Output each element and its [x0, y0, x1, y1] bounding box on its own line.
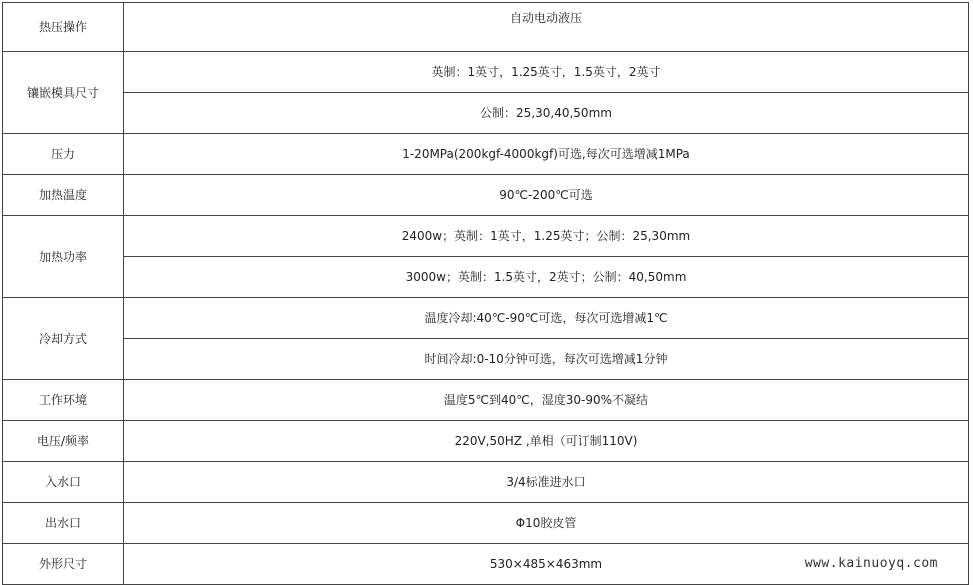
- row-label: 入水口: [3, 462, 124, 503]
- table-row: [3, 93, 969, 134]
- table-row: [3, 216, 969, 257]
- row-value: 220V,50HZ ,单相（可订制110V): [124, 421, 969, 462]
- row-value: 温度冷却:40℃-90℃可选，每次可选增减1℃: [124, 298, 969, 339]
- row-value: 温度5℃到40℃，湿度30-90%不凝结: [124, 380, 969, 421]
- table-row: [3, 503, 969, 544]
- row-value: 时间冷却:0-10分钟可选，每次可选增减1分钟: [124, 339, 969, 380]
- row-label: 加热温度: [3, 175, 124, 216]
- row-value: 2400w；英制：1英寸，1.25英寸；公制：25,30mm: [124, 216, 969, 257]
- table-row: [3, 134, 969, 175]
- row-value: 530×485×463mm: [124, 544, 969, 585]
- table-row: [3, 175, 969, 216]
- row-value: 公制：25,30,40,50mm: [124, 93, 969, 134]
- row-label: 热压操作: [3, 3, 124, 52]
- row-label: 工作环境: [3, 380, 124, 421]
- row-label: 出水口: [3, 503, 124, 544]
- row-label: 加热功率: [3, 216, 124, 298]
- table-row: [3, 298, 969, 339]
- row-label: 冷却方式: [3, 298, 124, 380]
- table-row: [3, 462, 969, 503]
- row-value: 90℃-200℃可选: [124, 175, 969, 216]
- row-value: 1-20MPa(200kgf-4000kgf)可选,每次可选增减1MPa: [124, 134, 969, 175]
- table-row: [3, 52, 969, 93]
- row-label: 电压/频率: [3, 421, 124, 462]
- row-value: 自动电动液压: [124, 3, 969, 52]
- row-label: 压力: [3, 134, 124, 175]
- row-value: 英制：1英寸，1.25英寸，1.5英寸，2英寸: [124, 52, 969, 93]
- row-value: 3000w；英制：1.5英寸，2英寸；公制：40,50mm: [124, 257, 969, 298]
- row-value: Φ10胶皮管: [124, 503, 969, 544]
- table-row: [3, 380, 969, 421]
- row-value: 3/4标准进水口: [124, 462, 969, 503]
- website-watermark: www.kainuoyq.com: [804, 556, 938, 571]
- table-row: [3, 339, 969, 380]
- table-row: [3, 257, 969, 298]
- row-label: 外形尺寸: [3, 544, 124, 585]
- spec-table: [2, 2, 969, 585]
- table-row: [3, 421, 969, 462]
- table-row: [3, 3, 969, 52]
- row-label: 镶嵌模具尺寸: [3, 52, 124, 134]
